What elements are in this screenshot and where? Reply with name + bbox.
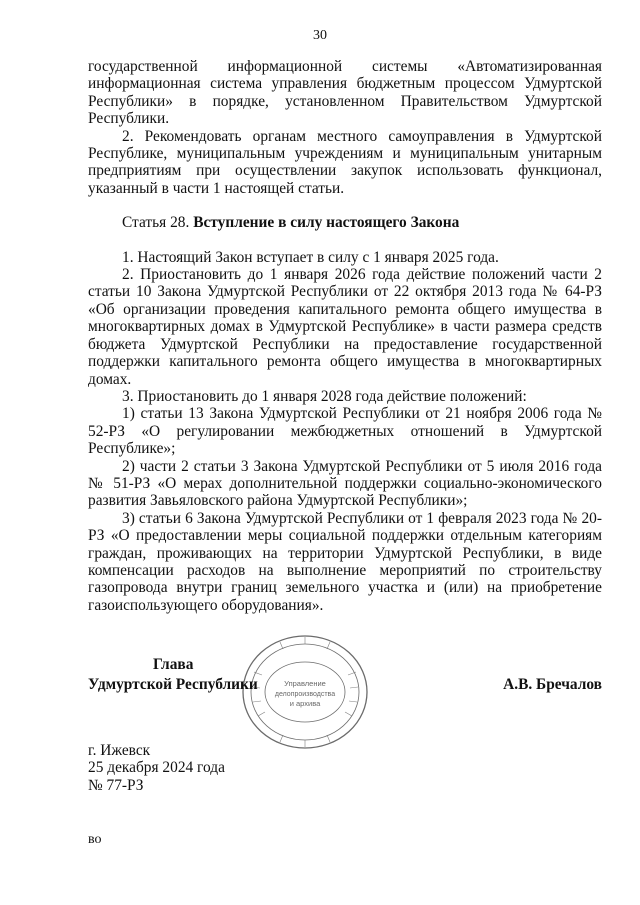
- article-subitem-2: 2) части 2 статьи 3 Закона Удмуртской Республики от 5 июля 2016 года № 51-РЗ «О мерах дополнительной поддержки социально-экономического развития Завьяловского района Удмуртской Республики»;: [88, 457, 602, 510]
- place-date-block: [88, 742, 225, 794]
- paragraph-continuation: государственной информационной системы «Автоматизированная информационная система управления бюджетным процессом Удмуртской Республики» в порядке, установленном Правительством Удмуртской Республики.: [88, 58, 602, 128]
- svg-text:делопроизводства: делопроизводства: [274, 691, 336, 698]
- footer-mark: во: [88, 832, 102, 847]
- svg-text:Управление: Управление: [284, 679, 326, 688]
- signatory-title-line1: Глава: [153, 656, 194, 673]
- article-item-3: 3. Приостановить до 1 января 2028 года действие положений:: [122, 387, 527, 405]
- article-label: Статья 28.: [122, 214, 190, 232]
- law-number: № 77-РЗ: [88, 776, 144, 794]
- article-item-1: 1. Настоящий Закон вступает в силу с 1 января 2025 года.: [122, 248, 499, 266]
- signature-block: [88, 652, 602, 732]
- article-title: Вступление в силу настоящего Закона: [193, 214, 460, 232]
- article-item-2: 2. Приостановить до 1 января 2026 года действие положений части 2 статьи 10 Закона Удмуртской Республики от 22 октября 2013 года № 64-РЗ «Об организации проведения капитального ремонта общего имущества в многоквартирных домах в Удмуртской Республике» в части размера средств бюджета Удмуртской Республики на предоставление государственной поддержки капитального ремонта общего имущества в многоквартирных домах.: [88, 266, 602, 388]
- signatory-name: А.В. Бречалов: [503, 676, 602, 693]
- article-subitem-3: 3) статьи 6 Закона Удмуртской Республики от 1 февраля 2023 года № 20-РЗ «О предоставлении меры социальной поддержки отдельным категориям граждан, проживающих на территории Удмуртской Республики, в виде компенсации расходов на выполнение мероприятий по строительству газопровода внутри границ земельного участка и (или) на приобретение газоиспользующего оборудования».: [88, 509, 602, 614]
- svg-text:и архива: и архива: [289, 699, 321, 708]
- article-subitem-1: 1) статьи 13 Закона Удмуртской Республики от 21 ноября 2006 года № 52-РЗ «О регулировании межбюджетных отношений в Удмуртской Республике»;: [88, 405, 602, 458]
- signatory-title-line2: Удмуртской Республики: [88, 676, 258, 693]
- date: 25 декабря 2024 года: [88, 759, 225, 777]
- article-heading: [88, 214, 602, 231]
- document-body: [88, 58, 602, 614]
- city: г. Ижевск: [88, 742, 151, 759]
- official-seal-stamp: [240, 632, 370, 752]
- page-number: 30: [313, 28, 327, 43]
- paragraph-item-2: 2. Рекомендовать органам местного самоуправления в Удмуртской Республике, муниципальным учреждениям и муниципальным унитарным предприятиям при осуществлении закупок использовать функционал, указанный в части 1 настоящей статьи.: [88, 127, 602, 197]
